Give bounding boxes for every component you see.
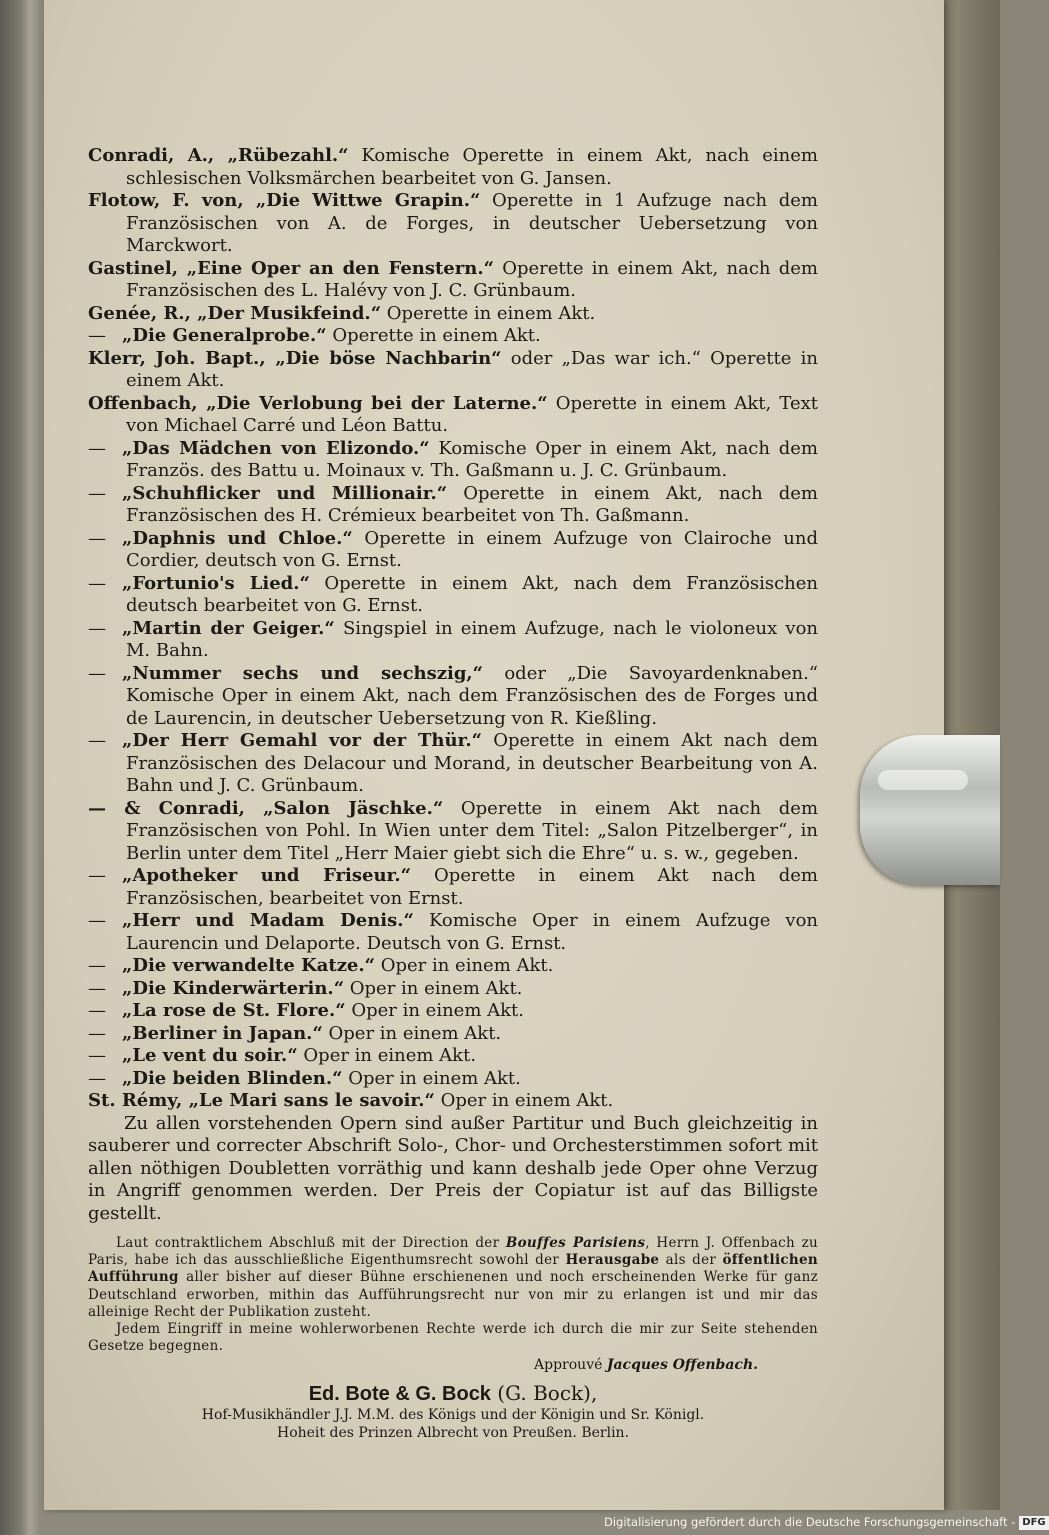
entry-title: „Apotheker und Friseur.“ [122,865,412,886]
contract-text: aller bisher auf dieser Bühne erschienenen und noch erscheinenden Werke für ganz Deutschland erworben, mithin das Aufführungsrecht nur von mir zu erlangen ist und mir das alleinige Recht der Publikation zusteht. [88,1269,818,1320]
entry-title: „Die Generalprobe.“ [122,325,327,346]
entry-description: Operette in einem Akt nach dem Französischen von Pohl. In Wien unter dem Titel: „Salon Pitzelberger“, in Berlin unter dem Titel „Herr Maier giebt sich die Ehre“ u. s. w., gegeben. [126,797,819,864]
digitization-footer [604,1512,1049,1532]
entry-description: Komische Oper in einem Aufzuge von Laurencin und Delaporte. Deutsch von G. Ernst. [126,910,819,954]
entry-title: „Der Musikfeind.“ [197,302,382,324]
opera-entry [88,438,818,483]
entry-description: Komische Operette in einem Akt, nach einem schlesischen Volksmärchen bearbeitet von G. Jansen. [126,145,818,189]
page-clip [860,735,1000,885]
entry-title: „Schuhflicker und Millionair.“ [122,482,448,504]
publisher-owner: (G. Bock), [490,1381,598,1406]
entry-composer: — [88,617,106,639]
publisher-name [88,1381,818,1406]
opera-entry [88,528,818,573]
entry-title: „Fortunio's Lied.“ [122,572,310,594]
entry-composer: — [88,865,106,886]
contract-emphasis: Herausgabe [565,1252,660,1269]
opera-entry [88,303,818,326]
notice-paragraph: Zu allen vorstehenden Opern sind außer Partitur und Buch gleichzeitig in sauberer und correcter Abschrift Solo-, Chor- und Orchesterstimmen sofort mit allen nöthigen Doubletten vorräthig und kann deshalb jede Oper ohne Verzug in Angriff genommen werden. Der Preis der Copiatur ist auf das Billigste gestellt. [88,1112,818,1224]
opera-entry [88,190,818,258]
entry-composer: — [88,325,106,346]
footer-text: Digitalisierung gefördert durch die Deutsche Forschungsgemeinschaft - [604,1515,1016,1529]
opera-entry [88,730,818,798]
entry-description: Oper in einem Akt. [322,1022,502,1044]
entry-composer: — [88,572,106,594]
entry-title: „Der Herr Gemahl vor der Thür.“ [122,730,483,751]
entry-composer: — [88,955,106,976]
entry-description: Oper in einem Akt. [344,977,523,999]
entry-composer: Flotow, F. von, [88,190,256,211]
entry-composer: — & Conradi, [88,797,264,819]
opera-entry [88,1045,818,1068]
entry-description: Komische Oper in einem Akt, nach dem Französ. des Battu u. Moinaux v. Th. Gaßmann u. J. C. Grünbaum. [126,437,819,481]
entry-composer: — [88,437,106,459]
opera-entry [88,978,818,1001]
entry-composer: Genée, R., [88,302,198,324]
entry-description: Operette in einem Akt, nach dem Französischen deutsch bearbeitet von G. Ernst. [126,572,818,616]
entry-title: „Eine Oper an den Fenstern.“ [186,257,494,279]
entry-description: Oper in einem Akt. [434,1090,614,1111]
entry-title: „Daphnis und Chloe.“ [122,527,353,549]
entry-title: „Berliner in Japan.“ [122,1022,323,1044]
dfg-logo-icon: DFG [1019,1516,1048,1530]
entry-title: „Le vent du soir.“ [122,1045,298,1066]
entry-description: Oper in einem Akt. [342,1067,521,1089]
approval-signature [88,1357,818,1373]
contract-text: , Herrn J. Offenbach zu Paris, habe ich das ausschließliche Eigenthumsrecht sowohl der [88,1235,818,1269]
page-clip-highlight [878,770,968,790]
entry-composer: — [88,662,106,684]
contract-text: als der [659,1252,723,1269]
entry-title: „Die Kinderwärterin.“ [122,977,345,999]
entry-description: Oper in einem Akt. [345,1000,524,1021]
opera-entry [88,258,818,303]
approval-prefix: Approuvé [534,1357,607,1374]
entry-description: Operette in einem Akt, Text von Michael Carré und Léon Battu. [126,392,818,436]
entry-title: „Die beiden Blinden.“ [122,1067,343,1089]
entry-composer: — [88,1022,106,1044]
opera-entry [88,1000,818,1023]
opera-list [88,145,818,1113]
entry-description: Operette in einem Akt nach dem Französischen des Delacour und Morand, in deutscher Bearbeitung von A. Bahn und J. C. Grünbaum. [126,730,818,796]
entry-description: oder „Das war ich.“ Operette in einem Akt. [126,347,818,391]
entry-description: Operette in einem Akt. [381,302,596,324]
opera-entry [88,663,818,731]
entry-composer: — [88,730,106,751]
entry-composer: — [88,910,106,931]
entry-description: Oper in einem Akt. [297,1045,477,1066]
entry-composer: Gastinel, [88,257,187,279]
entry-composer: Klerr, Joh. Bapt., [88,347,276,369]
entry-title: „Rübezahl.“ [227,145,349,166]
opera-entry [88,798,818,866]
entry-composer: — [88,527,106,549]
entry-title: „Die verwandelte Katze.“ [122,955,375,976]
entry-description: Operette in einem Akt, nach dem Französischen des H. Crémieux bearbeitet von Th. Gaßmann. [126,482,818,526]
entry-composer: — [88,1067,106,1089]
entry-title: „Herr und Madam Denis.“ [122,910,414,931]
opera-entry [88,325,818,348]
entry-description: Operette in einem Aufzuge von Clairoche und Cordier, deutsch von G. Ernst. [126,527,819,571]
entry-composer: St. Rémy, [88,1090,189,1111]
warning-paragraph: Jedem Eingriff in meine wohlerworbenen Rechte werde ich durch die mir zur Seite stehenden Gesetze begegnen. [88,1321,818,1355]
entry-composer: Conradi, A., [88,145,228,166]
entry-description: Operette in einem Akt nach dem Französischen, bearbeitet von Ernst. [126,865,819,909]
entry-composer: — [88,1000,106,1021]
publisher-line-2: Hoheit des Prinzen Albrecht von Preußen. Berlin. [276,1425,630,1442]
entry-description: Operette in einem Akt. [326,325,541,346]
entry-title: „Die Verlobung bei der Laterne.“ [206,392,548,414]
opera-entry [88,573,818,618]
opera-entry [88,1090,818,1113]
publisher-line-1: Hof-Musikhändler J.J. M.M. des Königs und der Königin und Sr. Königl. [201,1407,705,1424]
entry-title: „Die böse Nachbarin“ [275,347,502,369]
contract-emphasis: öffentlichen Aufführung [88,1252,819,1286]
entry-title: „Das Mädchen von Elizondo.“ [122,437,430,459]
entry-composer: — [88,482,106,504]
entry-title: „La rose de St. Flore.“ [122,1000,346,1021]
entry-description: Oper in einem Akt. [374,955,554,976]
approval-name: Jacques Offenbach. [606,1357,758,1374]
entry-composer: — [88,977,106,999]
entry-composer: — [88,1045,106,1066]
opera-entry [88,145,818,190]
entry-description: oder „Die Savoyardenknaben.“ Komische Oper in einem Akt, nach dem Französischen des de Forges und de Laurencin, in deutscher Uebersetzung von R. Kießling. [126,662,818,729]
opera-entry [88,483,818,528]
entry-composer: Offenbach, [88,392,207,414]
entry-title: „Le Mari sans le savoir.“ [188,1090,435,1111]
opera-entry [88,1068,818,1091]
entry-title: „Martin der Geiger.“ [122,617,335,639]
opera-entry [88,618,818,663]
opera-entry [88,348,818,393]
opera-entry [88,955,818,978]
publisher-firm: Ed. Bote & G. Bock [308,1383,491,1406]
opera-entry [88,910,818,955]
contract-paragraph [88,1235,818,1321]
opera-entry [88,865,818,910]
theatre-name: Bouffes Parisiens [505,1235,646,1251]
entry-description: Operette in 1 Aufzuge nach dem Französischen von A. de Forges, in deutscher Uebersetzung von Marckwort. [126,190,818,256]
opera-entry [88,393,818,438]
entry-title: „Salon Jäschke.“ [263,797,444,819]
entry-title: „Nummer sechs und sechszig,“ [122,662,484,684]
entry-title: „Die Wittwe Grapin.“ [255,190,481,211]
entry-description: Operette in einem Akt, nach dem Französischen des L. Halévy von J. C. Grünbaum. [126,257,818,301]
opera-entry [88,1023,818,1046]
contract-text: Laut contraktlichem Abschluß mit der Direction der [116,1235,506,1251]
page-content [88,145,818,1442]
entry-description: Singspiel in einem Aufzuge, nach le violoneux von M. Bahn. [126,617,818,661]
